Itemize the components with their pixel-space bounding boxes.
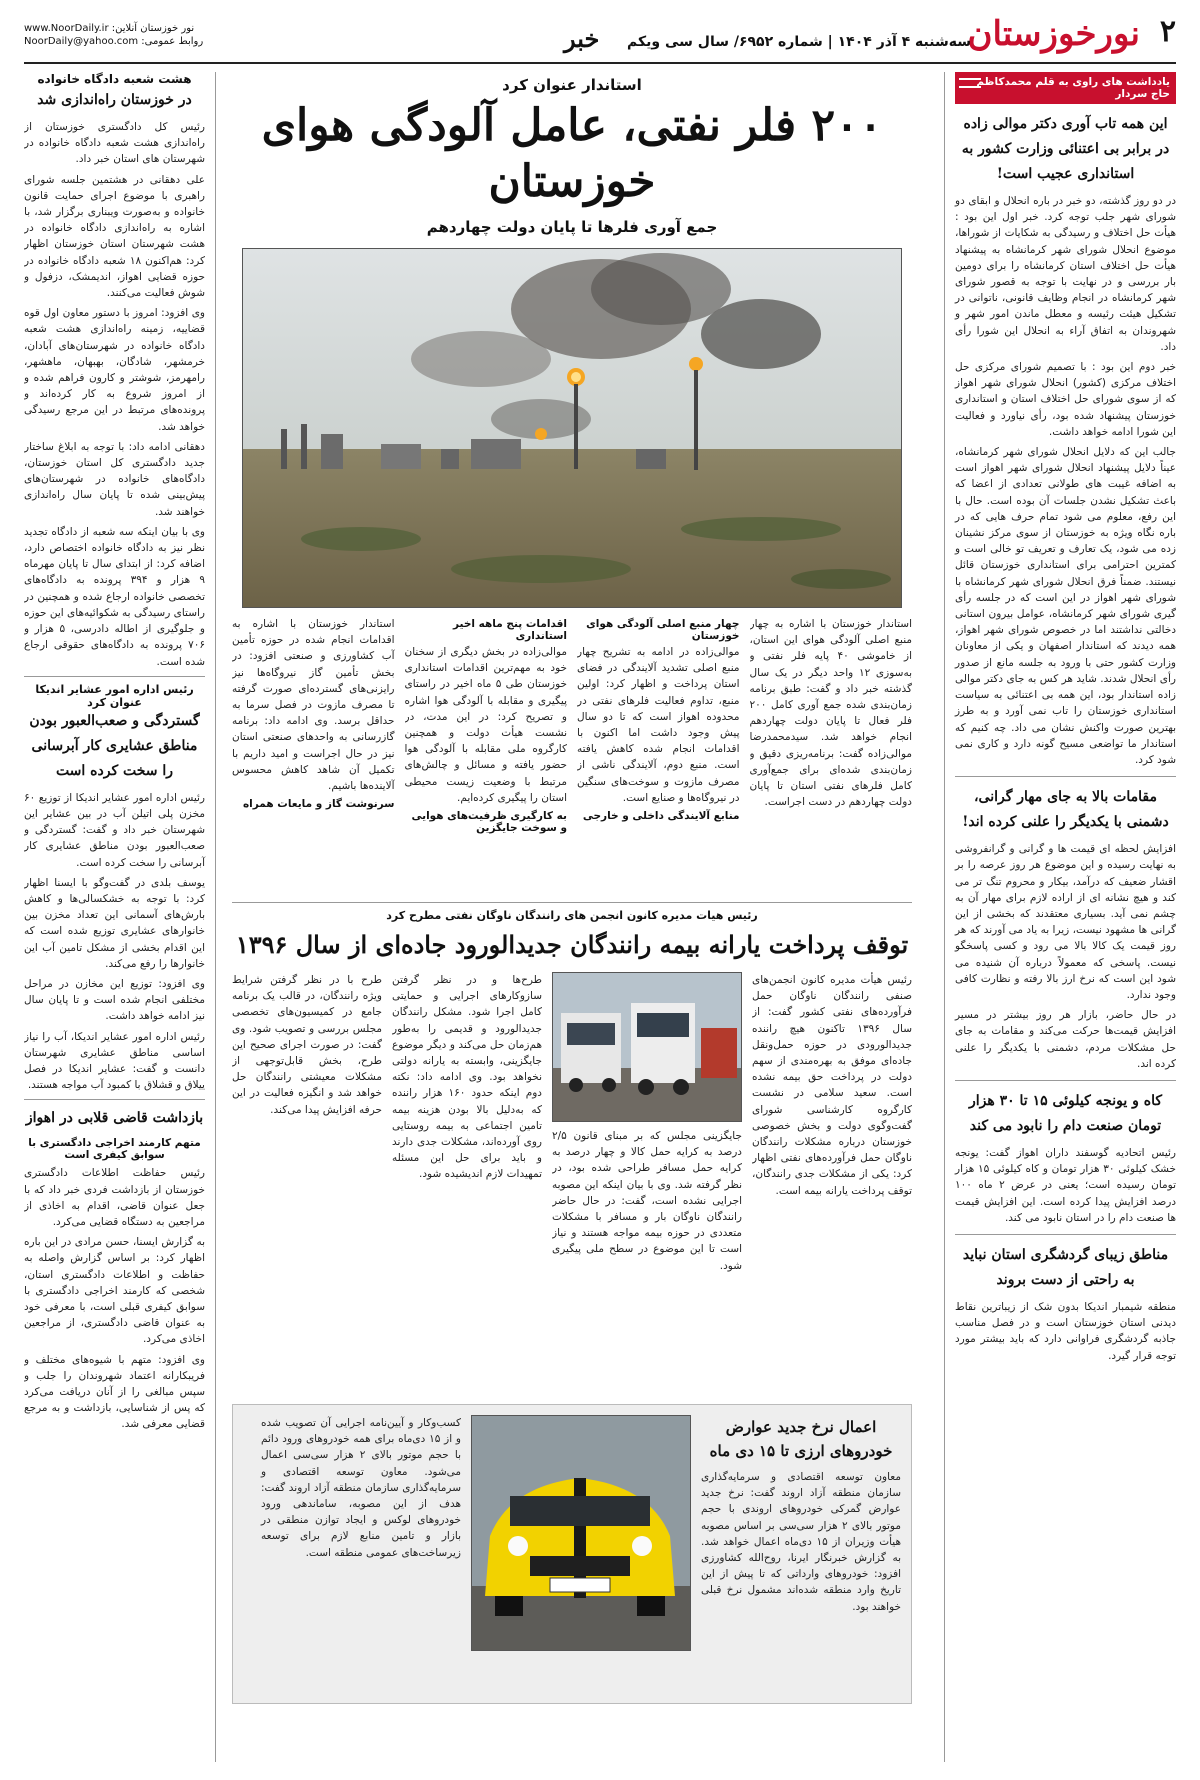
story-paragraph: به گزارش ایسنا، حسن مرادی در این باره اظهار کرد: بر اساس گزارش واصله به حفاظت و اطلاعات دادگستری استان، شخصی که کارمند اخراجی دادگستری با سوابق کیفری قبلی است، با معرفی خود به عنوان قاضی دادگستری، از مراجعین اخاذی می‌کرد. — [24, 1236, 205, 1346]
second-paragraph: جایگزینی مجلس که بر مبنای قانون ۲/۵ درصد به کرایه حمل کالا و چهار درصد به کرایه حمل مسافر طراحی شده بود، در نظر گرفته شد. وی با بیان اینکه این مصوبه اجرایی نشده است، گفت: در حال حاضر رانندگان ناوگان بار و مسافر با مشکلات متعددی در حوزه بیمه مواجه هستند و نیاز است تا این موضوع در سطح ملی پیگیری شود. — [552, 1130, 742, 1272]
lead-deck: جمع آوری فلرها تا پایان دولت چهاردهم — [426, 218, 718, 236]
story-paragraph: یوسف بلدی در گفت‌وگو با ایسنا اظهار کرد: با توجه به خشکسالی‌ها و کاهش بارش‌های آسمانی این تعداد مخزن بین خانوارهای عشایری توزیع شده است که این اقدام بخشی از مشکل تامین آب این خانوارها را رفع می‌کند. — [24, 876, 205, 970]
lead-column — [232, 616, 395, 896]
car-photo — [471, 1415, 691, 1651]
story-paragraph: رئیس کل دادگستری خوزستان از راه‌اندازی هشت شعبه دادگاه خانواده در شهرستان های استان خبر داد. — [24, 121, 205, 166]
second-kicker: رئیس هیات مدیره کانون انجمن های رانندگان ناوگان نفتی مطرح کرد — [232, 902, 912, 922]
story-title: بازداشت قاضی قلابی در اهواز — [24, 1099, 205, 1131]
story-title: در خوزستان راه‌اندازی شد — [37, 92, 192, 108]
lead-kicker: استاندار عنوان کرد — [502, 76, 642, 94]
note-paragraph: جالب این که دلایل انحلال شورای شهر کرمانشاه، عیناً دلایل پیشنهاد انحلال شورای شهر اهواز است به اضافه غیبت های طولانی تعدادی از اعضا که باعث تشکیل نشدن جلسات آن بوده است. حال با این رفع، معلوم می شود تمام حرف هایی که در باره نگاه ویژه به خوزستان از سوی مرکز نشینان زده می شود، یک تعارف و تعریف تو خالی است و کمترین احترامی برای استانداری خوزستان قائل نیستند. ضمناً فرق انحلال شورای شهر کرمانشاه با شورای شهر اهواز در این است که در جلسه رأی گیری شورای شهر کرمانشاه، عوامل بیرون استانی دخالتی نداشتند اما در خصوص شورای شهر اهواز، همه دیدند که استاندار اصفهان و یکی از معاونان وزارت کشور حتی با ورود به جلسه مانع از صدور رأی انحلال شدند. شاید هر کس به جای دکتر موالی زاده استاندار بود، این همه بی اعتنائی به سیاست استانداری خوزستان را تاب نمی آورد و به طرز بهترین صورت واکنش نشان می داد. چه کنیم که استاندار ما تواضعی مسیح گونه دارد و کاری نمی شود کرد. — [955, 446, 1176, 766]
story-paragraph: رئیس اداره امور عشایر اندیکا، آب را نیاز اساسی مناطق عشایری شهرستان دانست و گفت: عشایر اندیکا در فصل ییلاق و قشلاق با کمبود آب مواجه هستند. — [24, 1030, 205, 1092]
note-paragraph: خبر دوم این بود : با تصمیم شورای مرکزی حل اختلاف مرکزی (کشور) انحلال شورای شهر اهواز که از سوی شورای حل اختلاف استان و استانداری خوزستان پیشنهاد شده بود، رأی نیاورد و فعالیت این شورا ادامه خواهد داشت. — [955, 361, 1176, 438]
right-column — [944, 72, 1176, 1762]
lead-column — [750, 616, 913, 896]
second-column — [232, 972, 382, 1396]
lead-paragraph: موالی‌زاده در بخش دیگری از سخنان خود به مهم‌ترین اقدامات استانداری خوزستان طی ۵ ماه اخیر در راستای پیگیری و مقابله با آلودگی هوا اشاره و تصریح کرد: در این مدت، در نشست هیأت دولت و همچنین کارگروه ملی مقابله با آلودگی هوا حضور یافته و مسائل و چالش‌های مرتبط با وضعیت زیست محیطی استان را پیگیری کرده‌ایم. — [404, 646, 567, 804]
notes-bar-label: یادداشت های راوی به قلم محمدکاظم حاج سردار — [976, 76, 1170, 100]
trucks-illustration — [552, 973, 741, 1122]
lead-subheading: چهار منبع اصلی آلودگی هوای خوزستان — [586, 618, 740, 642]
trucks-photo — [552, 972, 742, 1122]
lead-paragraph: استاندار خوزستان با اشاره به اقدامات انجام شده در حوزه تأمین آب کشاورزی و صنعتی افزود: در بخش تأمین گاز نیروگاه‌ها نیز رایزنی‌های گسترده‌ای صورت گرفته تا مصرف مازوت در فصل سرما به حداقل برسد. وی ادامه داد: برنامه گازرسانی به واحدهای صنعتی استان نیز در حال اجراست و امید داریم با تکمیل آن شاهد کاهش محسوس آلاینده‌ها باشیم. — [232, 618, 395, 793]
story-paragraph: دهقانی ادامه داد: با توجه به ابلاغ ساختار جدید دادگستری کل استان خوزستان، دادگاه‌های خانواده در شهرستان‌های پیش‌بینی شده تا پایان سال راه‌اندازی خواهند شد. — [24, 440, 205, 518]
note-paragraph: منطقه شیمبار اندیکا بدون شک از زیباترین نقاط دیدنی استان خوزستان است و در فصل مناسب جاذبه گردشگری فراوانی دارد که باید بیشتر مورد توجه قرار گیرد. — [955, 1300, 1176, 1362]
story-paragraph: وی افزود: متهم با شیوه‌های مختلف و فریبکارانه اعتماد شهروندان را جلب و سپس مبالغی را از آنان دریافت می‌کرد که پس از شناسایی، بازداشت و به مرجع قضایی معرفی شد. — [24, 1353, 205, 1431]
contact-info — [24, 22, 203, 48]
story-title: گستردگی و صعب‌العبور بودن مناطق عشایری کار آبرسانی را سخت کرده است — [29, 712, 200, 779]
lead-subheading: سرنوشت گاز و مایعات همراه — [242, 798, 395, 811]
story-paragraph: وی افزود: توزیع این مخازن در مراحل مختلفی انجام شده است و تا پایان سال نیز ادامه خواهد داشت. — [24, 977, 205, 1023]
note-paragraph: در حال حاضر، بازار هر روز بیشتر در مسیر افزایش قیمت‌ها حرکت می‌کند و مقامات به جای حل مشکلات مردم، دشمنی با یکدیگر را علنی کرده اند. — [955, 1009, 1176, 1070]
oil-flare-photo — [242, 248, 902, 608]
note-paragraph: رئیس اتحادیه گوسفند داران اهواز گفت: یونجه خشک کیلوئی ۳۰ هزار تومان و کاه کیلوئی ۱۵ هزار تومان رسیده است؛ یعنی در عرض ۲ ماه ۱۰۰ درصد افزایش پیدا کرده است. این افزایش قیمت ها صنعت دام را در استان نابود می کند. — [955, 1146, 1176, 1224]
note-paragraph: افزایش لحظه ای قیمت ها و گرانی و گرانفروشی به نهایت رسیده و این موضوع هر روز عرصه را بر اقشار ضعیف که درآمد، بیکار و محروم تنگ تر می کند و هیچ نشانه ای از اراده لازم برای مهار آن به چشم نمی آید. بسیاری معتقدند که بخشی از این گرانی ها مشهود نیست، زیرا به یاد می آورند که هر روز قیمت یک کالا بالا می رود و کسی پاسخگو نیست. پاسخی که معمولاً درباره آن شنیده می شود این است که نرخ ارز بالا رفته و نظارت کافی وجود ندارد. — [955, 843, 1176, 1001]
story-paragraph: وی با بیان اینکه سه شعبه از دادگاه تجدید نظر نیز به دادگاه خانواده اختصاص دارد، اضافه کرد: از ابتدای سال تا پایان مهرماه ۹ هزار و ۳۹۴ پرونده به دادگاه‌های تخصصی خانواده ارجاع شده و همچنین در راستای رسیدگی به شکوائیه‌های این حوزه و جلوگیری از اطاله دادرسی، ۵ هزار و ۷۰۶ پرونده به دادگاه‌های حقوقی ارجاع شده است. — [24, 525, 205, 668]
lead-paragraph: استاندار خوزستان با اشاره به چهار منبع اصلی آلودگی هوای این استان، از خاموشی ۴۰ پایه فلر نفتی و به‌سوزی ۱۲ واحد دیگر در یک سال گذشته خبر داد و گفت: طبق برنامه زمان‌بندی شده جمع آوری کامل ۲۰۰ فلر فعال تا پایان دولت چهاردهم انجام خواهد شد. سیدمحمدرضا موالی‌زاده گفت: برنامه‌ریزی دقیق و زمان‌بندی شده‌ای برای جمع‌آوری کامل فلرهای نفتی استان تا پایان دولت چهاردهم در دست اجراست. — [749, 618, 912, 809]
yellow-car-illustration — [471, 1416, 690, 1651]
box-column — [261, 1415, 461, 1693]
page-number: ۲ — [1159, 14, 1176, 49]
story-paragraph: علی دهقانی در هشتمین جلسه شورای راهبری با موضوع اجرای حمایت قانون خانواده و به‌صورت ویبناری برگزار شد، با اشاره به راه‌اندازی دادگاه خانواده در هشت شهرستان استان خوزستان اظهار کرد: هم‌اکنون ۱۸ شعبه دادگاه خانواده در حوزه قضایی اهواز، اندیمشک، دزفول و شوش فعالیت می‌کنند. — [24, 173, 205, 300]
note-paragraph: در دو روز گذشته، دو خبر در باره انحلال و ابقای دو شورای شهر جلب توجه کرد. خبر اول این بود : هیأت حل اختلاف و رسیدگی به شکایات از شوراها، موضوع انحلال شورای شهر کرمانشاه به پیشنهاد هیأت حل اختلاف استان کرمانشاه را برای دومین بار بررسی و در نهایت با توجه به قصور شورای شهر کرمانشاه در انجام وظایف قانونی، ناتوانی در تشکیل هیئت رئیسه و معطل ماندن امور شهر و شهروندان به اتفاق آراء به انحلال این شورا رأی داد. — [955, 195, 1176, 353]
story-paragraph: وی افزود: امروز با دستور معاون اول قوه قضاییه، زمینه راه‌اندازی هشت شعبه دادگاه خانواده در شهرستان‌های آبادان، خرمشهر، شادگان، بهبهان، ماهشهر، رامهرمز، شوشتر و کارون فراهم شده و از امروز شروع به کار کرده‌اند و پرونده‌های مرتبط در این مرجع رسیدگی خواهد شد. — [24, 307, 205, 433]
section-title: خبر — [564, 24, 600, 53]
lead-subheading: به کارگیری ظرفیت‌های هوایی و سوخت جایگزین — [411, 810, 567, 835]
masthead — [24, 14, 1176, 64]
car-tariff-box — [232, 1404, 912, 1704]
issue-line: سه‌شنبه ۴ آذر ۱۴۰۴ | شماره ۶۹۵۲/ سال سی ویکم — [627, 34, 971, 50]
story-paragraph: رئیس حفاظت اطلاعات دادگستری خوزستان از بازداشت فردی خبر داد که با جعل عنوان قاضی، اقدام به اخاذی از مراجعین به دستگاه قضایی می‌کرد. — [24, 1167, 205, 1228]
lead-headline[interactable]: ۲۰۰ فلر نفتی، عامل آلودگی هوای خوزستان — [261, 100, 883, 207]
second-paragraph: رئیس هیأت مدیره کانون انجمن‌های صنفی رانندگان ناوگان حمل فرآورده‌های نفتی کشور گفت: از سال ۱۳۹۶ تاکنون هیچ راننده جدیدالورودی در حوزه حمل‌ونقل جاده‌ای موفق به بهره‌مندی از سهم دولت در پرداخت حق بیمه نشده است. سعید سلامی در نشست کارگروه کارشناسی شورای گفت‌وگوی دولت و بخش خصوصی خوزستان درباره مشکلات رانندگان ناوگان حمل فرآورده‌های نفتی اظهار کرد: یکی از مشکلات جدی رانندگان، توقف پرداخت یارانه بیمه است. — [752, 974, 912, 1197]
story-kicker: هشت شعبه دادگاه خانواده — [37, 72, 192, 86]
oil-flare-illustration — [242, 249, 901, 608]
second-column — [392, 972, 542, 1396]
left-column — [24, 72, 216, 1762]
lead-column — [577, 616, 740, 896]
second-headline[interactable]: توقف پرداخت یارانه بیمه رانندگان جدیدالورود جاده‌ای از سال ۱۳۹۶ — [235, 930, 909, 959]
second-paragraph: طرح با در نظر گرفتن شرایط ویژه رانندگان، در قالب یک برنامه جامع در کمیسیون‌های تخصصی مجلس بررسی و تصویب شود. وی گفت: در صورت اجرای صحیح این طرح، بخش قابل‌توجهی از مشکلات معیشتی رانندگان حل خواهد شد و انگیزه فعالیت در این حرفه افزایش پیدا می‌کند. — [232, 974, 382, 1116]
lead-paragraph: موالی‌زاده در ادامه به تشریح چهار منبع اصلی تشدید آلایندگی در فضای استان پرداخت و اظهار کرد: اولین منبع، تداوم فعالیت فلرهای نفتی در محدوده اهواز است که تا دو سال پیش وجود داشت اما اکنون با اقدامات انجام شده کاهش یافته است. منبع دوم، آلایندگی ناشی از مصرف مازوت و سوخت‌های سنگین در نیروگاه‌ها و صنایع است. — [577, 646, 740, 804]
box-title[interactable]: اعمال نرخ جدید عوارض خودروهای ارزی تا ۱۵ دی ماه — [709, 1418, 893, 1460]
box-paragraph: معاون توسعه اقتصادی و سرمایه‌گذاری سازمان منطقه آزاد اروند گفت: نرخ جدید عوارض گمرکی خودروهای اروندی با حجم موتور بالای ۲ هزار سی‌سی بر اساس مصوبه هیأت وزیران از ۱۵ دی‌ماه اعمال خواهد شد. به گزارش خبرنگار ایرنا، روح‌الله کشاورزی افزود: خودروهای وارداتی که تا پیش از این تاریخ وارد منطقه شده‌اند مشمول نرخ قبلی خواهند بود. — [701, 1471, 901, 1613]
note-title-4: مناطق زیبای گردشگری استان نباید به راحتی از دست بروند — [955, 1234, 1176, 1293]
note-title-3: کاه و یونجه کیلوئی ۱۵ تا ۳۰ هزار تومان صنعت دام را نابود می کند — [955, 1080, 1176, 1139]
newspaper-logo[interactable]: نورخوزستان — [967, 14, 1140, 54]
contact-site[interactable]: نور خوزستان آنلاین: www.NoorDaily.ir — [24, 23, 195, 34]
second-body — [232, 972, 912, 1396]
story-paragraph: رئیس اداره امور عشایر اندیکا از توزیع ۶۰ مخزن پلی اتیلن آب در بین عشایر این شهرستان خبر داد و گفت: گستردگی و صعب‌العبور بودن مناطق عشایری کار آبرسانی را سخت کرده است. — [24, 791, 205, 869]
box-paragraph: کسب‌وکار و آیین‌نامه اجرایی آن تصویب شده و از ۱۵ دی‌ماه برای همه خودروهای ورود دائم با حجم موتور بالای ۲ هزار سی‌سی اعمال می‌شود. معاون توسعه اقتصادی و سرمایه‌گذاری سازمان منطقه آزاد اروند گفت: هدف از این مصوبه، ساماندهی ورود خودروهای لوکس و ایجاد توازن منطقی در بازار و تامین منابع لازم برای توسعه زیرساخت‌های عمومی منطقه است. — [261, 1417, 461, 1559]
lead-body — [232, 616, 912, 896]
contact-email[interactable]: روابط عمومی: NoorDaily@yahoo.com — [24, 36, 204, 47]
note-title-1: این همه تاب آوری دکتر موالی زاده در برابر بی اعتنائی وزارت کشور به استانداری عجیب است! — [961, 116, 1170, 182]
note-title-2: مقامات بالا به جای مهار گرانی، دشمنی با یکدیگر را علنی کرده اند! — [955, 776, 1176, 835]
second-column — [552, 972, 742, 1396]
story-kicker: رئیس اداره امور عشایر اندیکا عنوان کرد — [24, 676, 205, 709]
second-column — [752, 972, 912, 1396]
box-column — [701, 1415, 901, 1693]
menu-lines-icon — [959, 78, 981, 88]
main-column — [232, 72, 912, 1762]
lead-column — [405, 616, 568, 896]
notes-bar — [955, 72, 1176, 104]
lead-subheading: منابع آلایندگی داخلی و خارجی — [582, 810, 740, 823]
second-paragraph: طرح‌ها و در نظر گرفتن سازوکارهای اجرایی و حمایتی کامل اجرا شود. مشکل رانندگان جدیدالورود و قدیمی را به‌طور هم‌زمان حل می‌کند و دیگر موضوع جایگزینی، وابسته به یارانه دولتی نخواهد بود. وی ادامه داد: نکته دوم اینکه حدود ۱۶۰ هزار راننده که به‌دلیل بالا بودن هزینه بیمه تامین اجتماعی به بیمه روستایی روی آورده‌اند، مشکلات جدی دارند و باید برای حل این مسئله تمهیدات لازم اندیشیده شود. — [392, 974, 542, 1181]
story-subtitle: متهم کارمند اخراجی دادگستری با سوابق کیفری است — [28, 1137, 201, 1162]
lead-subheading: اقدامات پنج ماهه اخیر استانداری — [453, 618, 567, 642]
